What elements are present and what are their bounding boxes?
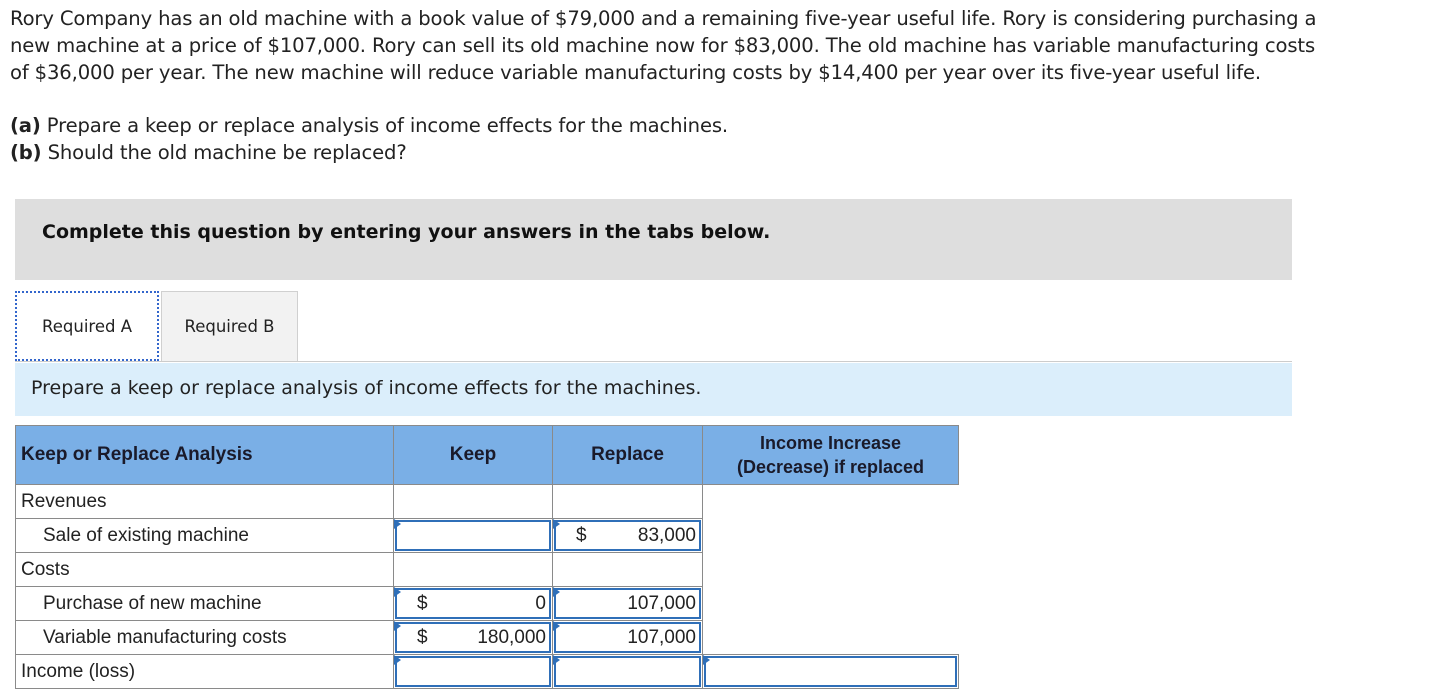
income-keep-input[interactable]: [395, 656, 551, 687]
sale-existing-replace-cell: [553, 519, 703, 553]
instructions-banner: [15, 199, 1292, 280]
cell-empty: [394, 553, 553, 587]
income-diff-input[interactable]: [704, 656, 957, 687]
sale-existing-replace-value: 83,000: [637, 524, 696, 546]
part-b-text: Should the old machine be replaced?: [47, 141, 407, 164]
question-text: [10, 5, 1430, 86]
tab-required-a-label: Required A: [42, 316, 132, 336]
header-income-diff-line1: Income Increase: [759, 433, 902, 453]
currency-symbol: $: [576, 524, 587, 546]
purchase-new-replace-cell: [553, 587, 703, 621]
variable-costs-keep-input[interactable]: [395, 622, 551, 653]
purchase-new-keep-input[interactable]: [395, 588, 551, 619]
tab-instruction-text: Prepare a keep or replace analysis of income effects for the machines.: [31, 377, 702, 399]
part-a-text: Prepare a keep or replace analysis of income effects for the machines.: [46, 114, 728, 137]
question-line-1: Rory Company has an old machine with a book value of $79,000 and a remaining five-year useful life. Rory is considering purchasing a: [10, 7, 1317, 30]
part-a-label: (a): [10, 114, 41, 137]
sale-existing-keep-cell: [394, 519, 553, 553]
cell-empty: [703, 621, 959, 655]
tab-required-a[interactable]: [15, 291, 159, 361]
variable-costs-replace-value: 107,000: [627, 626, 696, 648]
sale-existing-replace-input[interactable]: [554, 520, 701, 551]
purchase-new-keep-cell: [394, 587, 553, 621]
cell-empty: [703, 553, 959, 587]
income-replace-cell: [553, 655, 703, 689]
header-replace: Replace: [553, 426, 703, 485]
header-income-diff: [703, 426, 959, 485]
table-header-row: [16, 426, 959, 485]
table-row: [16, 655, 959, 689]
banner-text: Complete this question by entering your answers in the tabs below.: [42, 221, 771, 243]
header-keep: Keep: [394, 426, 553, 485]
cell-empty: [703, 485, 959, 519]
cell-empty: [553, 553, 703, 587]
variable-costs-replace-input[interactable]: [554, 622, 701, 653]
row-label-sale-existing: Sale of existing machine: [16, 519, 394, 553]
table-row: [16, 553, 959, 587]
cell-empty: [703, 587, 959, 621]
input-flag-icon: [394, 655, 401, 665]
input-flag-icon: [553, 587, 560, 597]
input-flag-icon: [553, 621, 560, 631]
purchase-new-replace-input[interactable]: [554, 588, 701, 619]
part-a: [10, 112, 728, 139]
currency-symbol: $: [417, 626, 428, 648]
variable-costs-keep-value: 180,000: [477, 626, 546, 648]
input-flag-icon: [553, 655, 560, 665]
input-flag-icon: [394, 519, 401, 529]
header-analysis: Keep or Replace Analysis: [16, 426, 394, 485]
question-parts: [10, 112, 728, 166]
tab-instruction: [15, 363, 1292, 416]
tab-required-b-label: Required B: [184, 317, 275, 336]
input-flag-icon: [703, 655, 710, 665]
part-b: [10, 139, 728, 166]
cell-empty: [394, 485, 553, 519]
sale-existing-keep-input[interactable]: [395, 520, 551, 551]
cell-empty: [703, 519, 959, 553]
variable-costs-replace-cell: [553, 621, 703, 655]
row-label-revenues: Revenues: [16, 485, 394, 519]
row-label-costs: Costs: [16, 553, 394, 587]
purchase-new-replace-value: 107,000: [627, 592, 696, 614]
income-keep-cell: [394, 655, 553, 689]
table-row: [16, 485, 959, 519]
cell-empty: [553, 485, 703, 519]
currency-symbol: $: [417, 592, 428, 614]
table-row: [16, 587, 959, 621]
row-label-variable-costs: Variable manufacturing costs: [16, 621, 394, 655]
input-flag-icon: [553, 519, 560, 529]
row-label-purchase-new: Purchase of new machine: [16, 587, 394, 621]
tab-divider: [15, 361, 1292, 362]
header-income-diff-line2: (Decrease) if replaced: [736, 457, 925, 477]
variable-costs-keep-cell: [394, 621, 553, 655]
input-flag-icon: [394, 621, 401, 631]
input-flag-icon: [394, 587, 401, 597]
tab-required-b[interactable]: [161, 291, 298, 361]
table-row: [16, 621, 959, 655]
keep-replace-table: [15, 425, 959, 689]
table-row: [16, 519, 959, 553]
income-replace-input[interactable]: [554, 656, 701, 687]
purchase-new-keep-value: 0: [535, 592, 546, 614]
question-line-3: of $36,000 per year. The new machine will reduce variable manufacturing costs by $14,400 per year over its five-year useful life.: [10, 61, 1261, 84]
row-label-income: Income (loss): [16, 655, 394, 689]
income-diff-cell: [703, 655, 959, 689]
part-b-label: (b): [10, 141, 42, 164]
question-line-2: new machine at a price of $107,000. Rory can sell its old machine now for $83,000. The old machine has variable manufacturing costs: [10, 34, 1316, 57]
